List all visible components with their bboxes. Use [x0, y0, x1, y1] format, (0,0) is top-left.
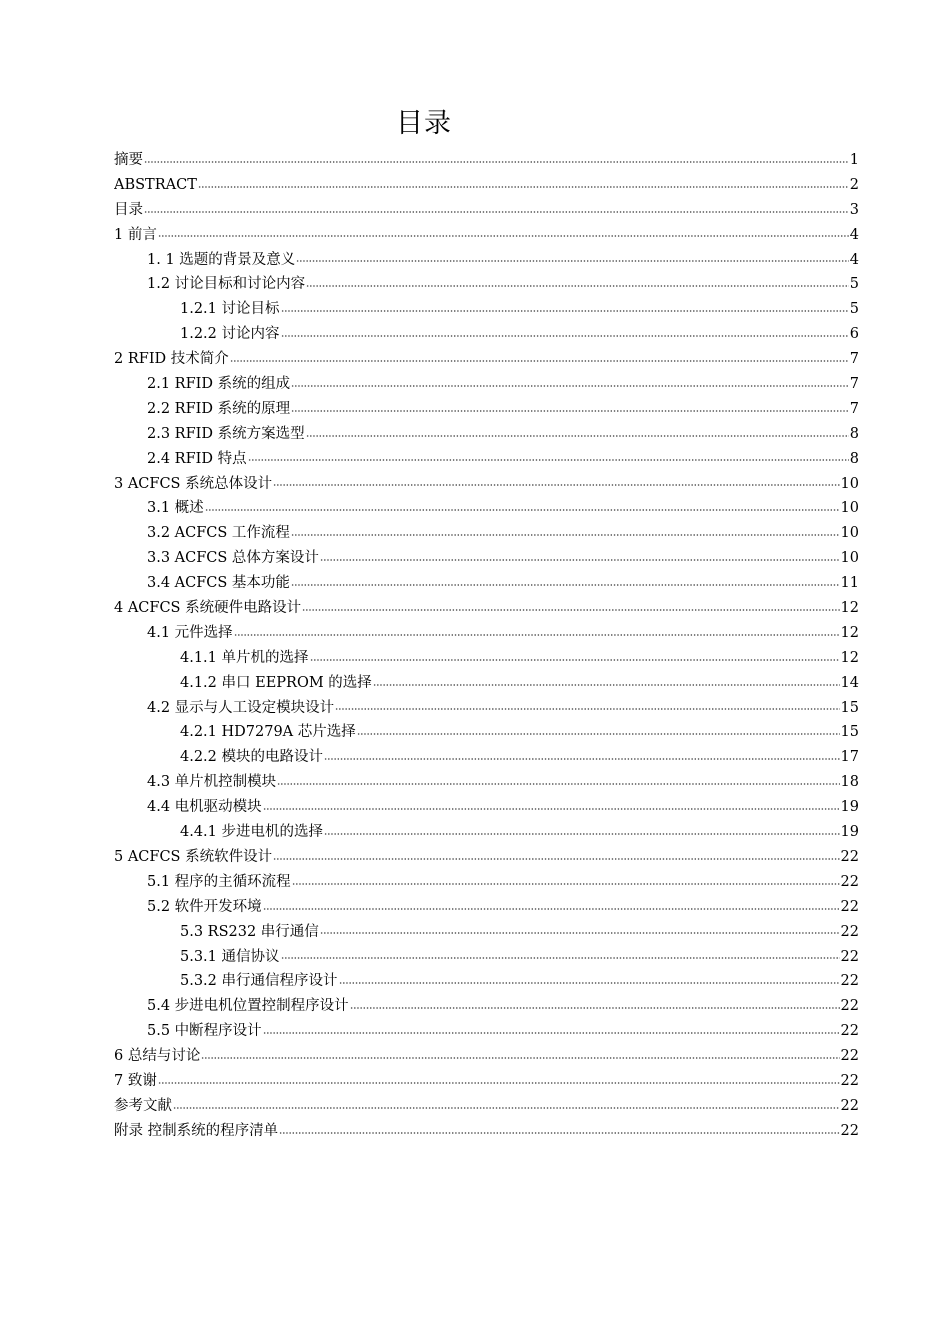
toc-entry-level-3[interactable]: [114, 920, 859, 945]
toc-list: [114, 148, 859, 1144]
toc-entry-page-number: 2: [849, 176, 859, 193]
toc-entry-level-2[interactable]: [114, 397, 859, 422]
toc-entry-label: 2.3 RFID 系统方案选型: [147, 425, 305, 442]
toc-entry-level-1[interactable]: [114, 347, 859, 372]
toc-entry-page-number: 22: [840, 1122, 859, 1139]
toc-entry-level-2[interactable]: [114, 546, 859, 571]
toc-entry-level-1[interactable]: [114, 1069, 859, 1094]
toc-entry-label: 4.4.1 步进电机的选择: [180, 824, 324, 841]
toc-dot-leader: [281, 324, 849, 339]
toc-dot-leader: [310, 647, 840, 662]
toc-entry-level-1[interactable]: [114, 198, 859, 223]
toc-dot-leader: [158, 1070, 840, 1085]
toc-entry-level-1[interactable]: [114, 223, 859, 248]
toc-entry-label: 目录: [114, 201, 143, 218]
toc-entry-page-number: 7: [849, 376, 859, 393]
toc-entry-level-2[interactable]: [114, 372, 859, 397]
toc-entry-page-number: 8: [849, 425, 859, 442]
toc-dot-leader: [158, 224, 849, 239]
toc-entry-label: 7 致谢: [114, 1072, 157, 1089]
toc-entry-page-number: 22: [840, 973, 859, 990]
toc-entry-level-1[interactable]: [114, 845, 859, 870]
toc-entry-label: 4.1.2 串口 EEPROM 的选择: [180, 674, 372, 691]
toc-entry-level-3[interactable]: [114, 646, 859, 671]
toc-dot-leader: [292, 871, 840, 886]
toc-entry-level-2[interactable]: [114, 895, 859, 920]
toc-entry-page-number: 19: [840, 799, 859, 816]
toc-entry-level-1[interactable]: [114, 1044, 859, 1069]
toc-dot-leader: [144, 150, 849, 165]
toc-dot-leader: [324, 747, 840, 762]
toc-entry-page-number: 22: [840, 1048, 859, 1065]
toc-entry-level-2[interactable]: [114, 571, 859, 596]
toc-dot-leader: [281, 299, 849, 314]
toc-entry-level-3[interactable]: [114, 297, 859, 322]
toc-entry-label: 2 RFID 技术简介: [114, 351, 229, 368]
toc-entry-level-2[interactable]: [114, 870, 859, 895]
toc-dot-leader: [273, 846, 839, 861]
toc-dot-leader: [306, 423, 849, 438]
toc-entry-page-number: 15: [840, 699, 859, 716]
toc-entry-page-number: 5: [849, 276, 859, 293]
toc-entry-level-2[interactable]: [114, 621, 859, 646]
toc-entry-label: 4.2.1 HD7279A 芯片选择: [180, 724, 356, 741]
toc-entry-page-number: 8: [849, 450, 859, 467]
toc-entry-label: 摘要: [114, 152, 143, 168]
toc-entry-page-number: 12: [840, 624, 859, 641]
toc-entry-level-3[interactable]: [114, 745, 859, 770]
toc-entry-page-number: 22: [840, 848, 859, 865]
toc-entry-label: 5 ACFCS 系统软件设计: [114, 848, 273, 865]
toc-dot-leader: [302, 598, 839, 613]
toc-entry-level-2[interactable]: [114, 1019, 859, 1044]
toc-entry-page-number: 22: [840, 1072, 859, 1089]
toc-entry-level-2[interactable]: [114, 770, 859, 795]
toc-entry-page-number: 14: [840, 674, 859, 691]
toc-entry-page-number: 22: [840, 998, 859, 1015]
toc-dot-leader: [291, 398, 849, 413]
toc-entry-label: 2.2 RFID 系统的原理: [147, 400, 291, 417]
toc-entry-level-2[interactable]: [114, 248, 859, 273]
toc-entry-page-number: 18: [840, 774, 859, 791]
toc-entry-page-number: 22: [840, 1097, 859, 1114]
toc-entry-label: 附录 控制系统的程序清单: [114, 1122, 279, 1139]
toc-entry-label: 1 前言: [114, 226, 157, 243]
toc-entry-page-number: 1: [849, 152, 859, 168]
toc-entry-level-2[interactable]: [114, 521, 859, 546]
toc-dot-leader: [291, 523, 840, 538]
toc-entry-level-1[interactable]: [114, 472, 859, 497]
toc-dot-leader: [281, 946, 840, 961]
toc-entry-page-number: 5: [849, 301, 859, 318]
toc-entry-label: 5.2 软件开发环境: [147, 898, 262, 915]
toc-entry-label: 1. 1 选题的背景及意义: [147, 251, 296, 268]
toc-entry-page-number: 22: [840, 923, 859, 940]
toc-dot-leader: [248, 448, 849, 463]
toc-entry-level-1[interactable]: [114, 1094, 859, 1119]
toc-entry-page-number: 3: [849, 201, 859, 218]
toc-entry-label: 4.1 元件选择: [147, 624, 233, 641]
toc-entry-page-number: 10: [840, 550, 859, 567]
toc-entry-page-number: 12: [840, 600, 859, 617]
toc-entry-label: 5.5 中断程序设计: [147, 1023, 262, 1040]
toc-entry-label: 3.3 ACFCS 总体方案设计: [147, 550, 319, 567]
toc-entry-level-2[interactable]: [114, 696, 859, 721]
toc-dot-leader: [263, 1021, 840, 1036]
toc-dot-leader: [205, 498, 840, 513]
toc-entry-level-2[interactable]: [114, 795, 859, 820]
toc-dot-leader: [373, 672, 840, 687]
toc-entry-label: 1.2.2 讨论内容: [180, 326, 280, 343]
toc-entry-label: 5.3 RS232 串行通信: [180, 923, 319, 940]
toc-entry-label: 3 ACFCS 系统总体设计: [114, 475, 273, 492]
toc-entry-level-3[interactable]: [114, 720, 859, 745]
toc-entry-label: 1.2.1 讨论目标: [180, 301, 280, 318]
toc-entry-page-number: 6: [849, 326, 859, 343]
toc-entry-label: 4.4 电机驱动模块: [147, 799, 262, 816]
toc-entry-level-1[interactable]: [114, 148, 859, 173]
toc-entry-page-number: 4: [849, 251, 859, 268]
toc-entry-page-number: 4: [849, 226, 859, 243]
toc-entry-label: 2.4 RFID 特点: [147, 450, 247, 467]
toc-entry-page-number: 22: [840, 898, 859, 915]
toc-entry-level-1[interactable]: [114, 1119, 859, 1144]
toc-entry-label: 3.1 概述: [147, 500, 204, 517]
toc-entry-label: 4 ACFCS 系统硬件电路设计: [114, 600, 302, 617]
toc-dot-leader: [339, 971, 840, 986]
toc-entry-level-1[interactable]: [114, 596, 859, 621]
toc-dot-leader: [291, 573, 840, 588]
toc-entry-label: 参考文献: [114, 1097, 172, 1114]
toc-entry-label: 5.3.2 串行通信程序设计: [180, 973, 338, 990]
toc-entry-page-number: 10: [840, 525, 859, 542]
toc-entry-label: 5.4 步进电机位置控制程序设计: [147, 998, 349, 1015]
toc-dot-leader: [291, 374, 849, 389]
toc-entry-page-number: 12: [840, 649, 859, 666]
toc-dot-leader: [273, 473, 839, 488]
toc-entry-label: ABSTRACT: [114, 176, 197, 193]
toc-entry-level-3[interactable]: [114, 671, 859, 696]
toc-dot-leader: [350, 996, 840, 1011]
toc-entry-label: 6 总结与讨论: [114, 1048, 201, 1065]
toc-entry-level-3[interactable]: [114, 945, 859, 970]
toc-entry-label: 4.2.2 模块的电路设计: [180, 749, 324, 766]
toc-entry-label: 5.1 程序的主循环流程: [147, 873, 291, 890]
toc-dot-leader: [230, 349, 849, 364]
toc-entry-label: 5.3.1 通信协议: [180, 948, 280, 965]
toc-entry-level-2[interactable]: [114, 447, 859, 472]
toc-dot-leader: [277, 772, 839, 787]
toc-entry-page-number: 22: [840, 1023, 859, 1040]
toc-entry-label: 4.3 单片机控制模块: [147, 774, 277, 791]
toc-dot-leader: [234, 622, 840, 637]
toc-dot-leader: [201, 1046, 839, 1061]
toc-dot-leader: [263, 797, 840, 812]
toc-entry-label: 3.4 ACFCS 基本功能: [147, 575, 290, 592]
toc-entry-level-3[interactable]: [114, 969, 859, 994]
toc-entry-level-3[interactable]: [114, 322, 859, 347]
toc-entry-label: 2.1 RFID 系统的组成: [147, 376, 291, 393]
toc-dot-leader: [279, 1120, 839, 1135]
toc-entry-label: 1.2 讨论目标和讨论内容: [147, 276, 306, 293]
toc-dot-leader: [144, 199, 849, 214]
toc-entry-level-1[interactable]: [114, 173, 859, 198]
toc-entry-level-2[interactable]: [114, 422, 859, 447]
toc-entry-page-number: 19: [840, 824, 859, 841]
toc-entry-level-3[interactable]: [114, 820, 859, 845]
toc-dot-leader: [335, 697, 839, 712]
toc-dot-leader: [357, 722, 840, 737]
toc-dot-leader: [263, 896, 840, 911]
toc-entry-page-number: 15: [840, 724, 859, 741]
toc-dot-leader: [306, 274, 849, 289]
toc-dot-leader: [324, 822, 840, 837]
toc-dot-leader: [198, 174, 849, 189]
toc-entry-label: 4.1.1 单片机的选择: [180, 649, 309, 666]
toc-title: 目录: [396, 108, 452, 139]
toc-entry-page-number: 10: [840, 500, 859, 517]
toc-entry-level-2[interactable]: [114, 496, 859, 521]
toc-entry-page-number: 22: [840, 948, 859, 965]
toc-dot-leader: [173, 1095, 840, 1110]
toc-entry-page-number: 7: [849, 351, 859, 368]
toc-entry-level-2[interactable]: [114, 994, 859, 1019]
toc-dot-leader: [296, 249, 848, 264]
toc-entry-page-number: 11: [840, 575, 859, 592]
toc-entry-page-number: 7: [849, 400, 859, 417]
toc-entry-label: 4.2 显示与人工设定模块设计: [147, 699, 335, 716]
toc-entry-page-number: 17: [840, 749, 859, 766]
toc-entry-page-number: 22: [840, 873, 859, 890]
toc-dot-leader: [320, 548, 840, 563]
toc-entry-page-number: 10: [840, 475, 859, 492]
toc-entry-label: 3.2 ACFCS 工作流程: [147, 525, 290, 542]
toc-entry-level-2[interactable]: [114, 272, 859, 297]
toc-dot-leader: [320, 921, 840, 936]
